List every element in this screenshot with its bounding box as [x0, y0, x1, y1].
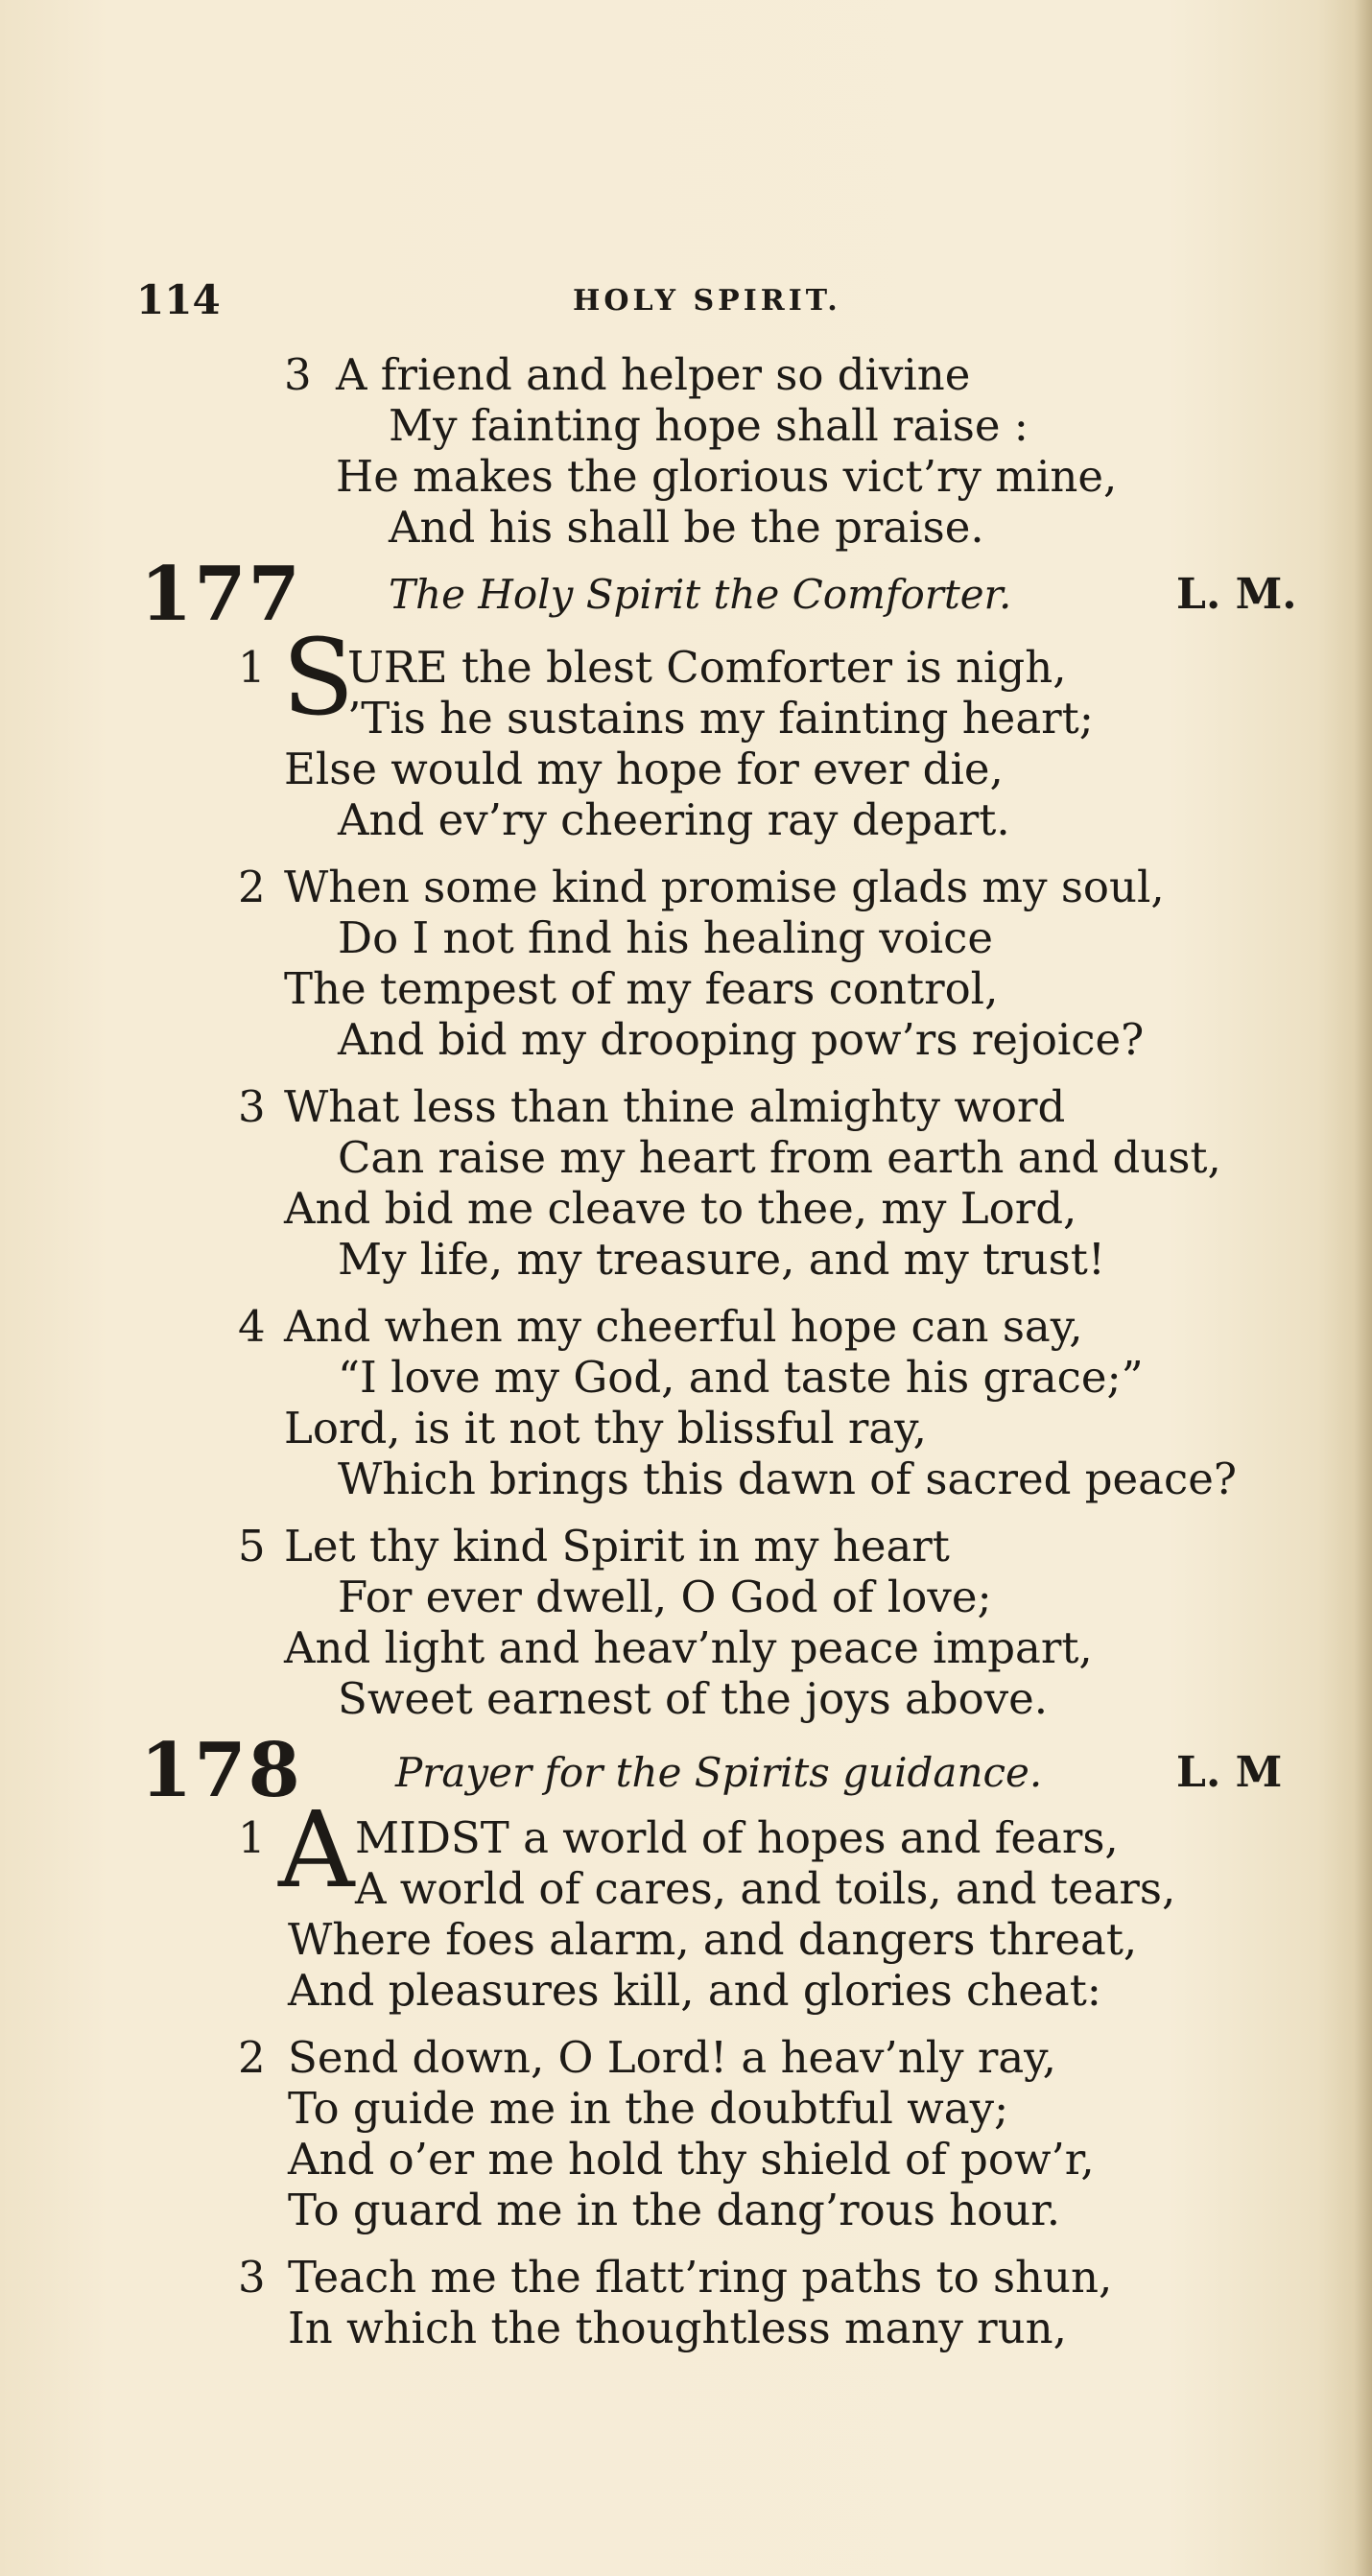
verse-line: And when my cheerful hope can say, [284, 1301, 1083, 1352]
hymn-number: 178 [140, 1727, 302, 1814]
verse-line: What less than thine almighty word [284, 1081, 1066, 1132]
verse-line: My life, my treasure, and my trust! [338, 1234, 1105, 1285]
verse-number: 3 [284, 349, 312, 400]
verse-line: And ev’ry cheering ray depart. [338, 794, 1010, 845]
running-head: HOLY SPIRIT. [573, 284, 841, 318]
page-edge-shadow [1355, 0, 1372, 2576]
verse-line: My fainting hope shall raise : [389, 400, 1029, 451]
verse-line: To guard me in the dang’rous hour. [288, 2185, 1061, 2235]
verse-line: Can raise my heart from earth and dust, [338, 1132, 1221, 1183]
verse-number: 4 [238, 1301, 266, 1352]
verse-line: Send down, O Lord! a heav’nly ray, [288, 2032, 1056, 2083]
page-header [136, 276, 1268, 324]
verse-number: 1 [238, 1812, 266, 1863]
drop-cap: A [278, 1788, 355, 1911]
verse-line: Where foes alarm, and dangers threat, [288, 1914, 1138, 1965]
verse-line: The tempest of my fears control, [284, 963, 999, 1014]
verse-line: Else would my hope for ever die, [284, 744, 1004, 794]
verse-line: MIDST a world of hopes and fears, [355, 1812, 1119, 1863]
verse-line: And light and heav’nly peace impart, [284, 1622, 1093, 1673]
verse-line: When some kind promise glads my soul, [284, 862, 1165, 912]
verse-line: Lord, is it not thy blissful ray, [284, 1403, 927, 1453]
drop-cap: S [282, 616, 355, 739]
verse-number: 2 [238, 2032, 266, 2083]
verse-line: Teach me the flatt’ring paths to shun, [288, 2252, 1113, 2303]
hymn-title: The Holy Spirit the Comforter. [389, 571, 1012, 618]
verse-line: “I love my God, and taste his grace;” [338, 1352, 1144, 1403]
verse-line: ’Tis he sustains my fainting heart; [347, 693, 1094, 744]
verse-number: 3 [238, 1081, 266, 1132]
verse-number: 2 [238, 862, 266, 912]
verse-line: In which the thoughtless many run, [288, 2303, 1067, 2353]
verse-line: And pleasures kill, and glories cheat: [288, 1965, 1101, 2016]
verse-line: URE the blest Comforter is nigh, [347, 642, 1067, 693]
hymn-number: 177 [140, 551, 302, 638]
verse-number: 1 [238, 642, 266, 693]
verse-line: A world of cares, and toils, and tears, [355, 1863, 1176, 1914]
verse-line: And bid me cleave to thee, my Lord, [284, 1183, 1077, 1234]
verse-line: For ever dwell, O God of love; [338, 1572, 992, 1622]
page-number: 114 [136, 276, 221, 323]
verse-line: Do I not find his healing voice [338, 912, 993, 963]
verse-line: He makes the glorious vict’ry mine, [336, 451, 1118, 502]
hymn-meter: L. M. [1176, 570, 1297, 619]
verse-line: To guide me in the doubtful way; [288, 2083, 1009, 2134]
verse-line: And bid my drooping pow’rs rejoice? [338, 1014, 1145, 1065]
hymn-meter: L. M [1176, 1748, 1283, 1797]
verse-number: 5 [238, 1521, 266, 1572]
verse-line: A friend and helper so divine [336, 349, 971, 400]
verse-line: And his shall be the praise. [389, 502, 984, 553]
verse-line: Which brings this dawn of sacred peace? [338, 1453, 1237, 1504]
hymn-title: Prayer for the Spirits guidance. [395, 1749, 1043, 1796]
verse-line: And o’er me hold thy shield of pow’r, [288, 2134, 1095, 2185]
verse-line: Sweet earnest of the joys above. [338, 1673, 1049, 1724]
verse-number: 3 [238, 2252, 266, 2303]
verse-line: Let thy kind Spirit in my heart [284, 1521, 950, 1572]
